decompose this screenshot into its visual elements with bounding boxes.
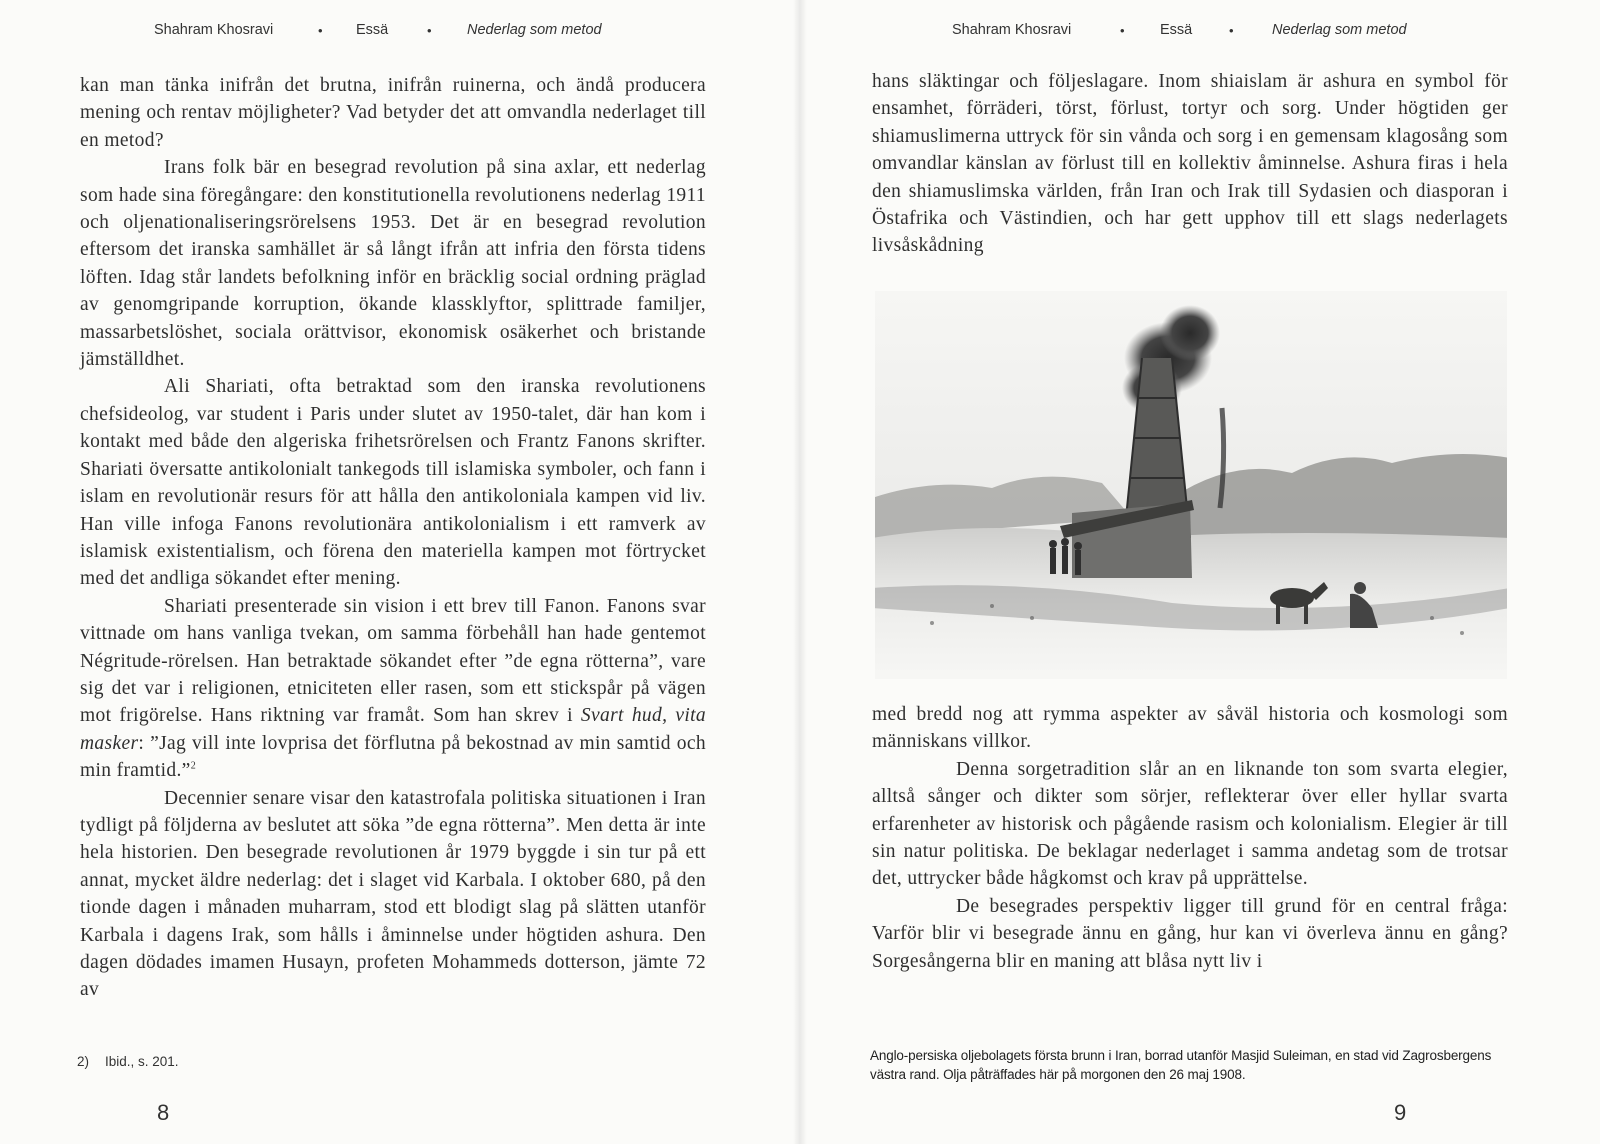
footnote-number: 2) — [77, 1054, 90, 1069]
right-page — [800, 0, 1600, 1144]
workers — [1049, 538, 1082, 575]
paragraph — [80, 593, 706, 785]
paragraph-text: Shariati presenterade sin vision i ett brev till Fanon. Fanons svar vittnade om hans vanliga tvekan, om samma förbehåll han hade gentemot Négritude-rörelsen. Han betraktade sökandet efter ”de egna rötterna”, vare sig det var i religionen, etniciteten eller rasen, som ett stickspår på vägen mot frigörelse. Hans riktning var framåt. Som han skrev i — [80, 595, 706, 727]
paragraph: De besegrades perspektiv ligger till grund för en central fråga: Varför blir vi besegrade ännu en gång, hur kan vi överleva ännu en gång? Sorgesångerna blir en maning att blåsa nytt liv i — [872, 895, 1508, 972]
footnote-text: Ibid., s. 201. — [105, 1054, 179, 1069]
running-head-section: Essä — [356, 22, 389, 38]
left-body-text — [80, 72, 706, 1004]
running-head-separator: • — [1229, 23, 1234, 38]
book-gutter — [793, 0, 807, 1144]
right-body-text-top — [872, 68, 1508, 260]
paragraph-text: : ”Jag vill inte lovprisa det förflutna på bekostnad av min samtid och min framtid.” — [80, 732, 706, 782]
oil-well-photo — [872, 288, 1510, 682]
footnote-reference[interactable]: 2 — [190, 760, 197, 772]
book-title: Svart hud, vita masker — [80, 705, 707, 754]
photo-caption: Anglo-persiska oljebolagets första brunn i Iran, borrad utanför Masjid Suleiman, en stad vid Zagrosbergens västra rand. Olja påträffades här på morgonen den 26 maj 1908. — [870, 1048, 1492, 1082]
paragraph: med bredd nog att rymma aspekter av såväl historia och kosmologi som människans villkor. — [872, 704, 1508, 753]
paragraph: Decennier senare visar den katastrofala politiska situationen i Iran tydligt på följderna av beslutet att söka ”de egna rötterna”. Men detta är inte hela historien. Den besegrade revolutionen år 1979 byggde i sin tur på ett annat, mycket äldre nederlag: det i slaget vid Karbala. I oktober 680, på den tionde dagen i månaden muharram, stod ett blodigt slag på slätten utanför Karbala i dagens Irak, som hålls i åminnelse under högtiden ashura. Den dagen dödades imamen Husayn, profeten Mohammeds dotterson, jämte 72 av — [80, 787, 706, 1001]
running-head-left — [0, 22, 800, 46]
paragraph: Ali Shariati, ofta betraktad som den iranska revolutionens chefsideolog, var student i Paris under slutet av 1950-talet, där han kom i kontakt med både den algeriska frihetsrörelsen och Frantz Fanons skrifter. Shariati översatte antikolonialt tankegods till islamiska symboler, och fann i islam en revolutionär resurs för att hålla den antikoloniala kampen vid liv. Han ville infoga Fanons revolutionära antikolonialism i ett ramverk av islamisk existentialism, och förena den materiella kampen mot förtrycket med det andliga sökandet efter mening. — [80, 376, 706, 590]
paragraph: Irans folk bär en besegrad revolution på sina axlar, ett nederlag som hade sina föregångare: den konstitutionella revolutionens nederlag 1911 och oljenationaliseringsrörelsens 1953. Det är en besegrad revolution eftersom det iranska samhället är så långt ifrån att infria den första tidens löften. Idag står landets befolkning inför en bräcklig social ordning präglad av genomgripande korruption, ökande klassklyftor, splittrade familjer, massarbetslöshet, sociala orättvisor, ekonomisk osäkerhet och bristande jämställdhet. — [80, 157, 706, 371]
smoke-plume — [1160, 305, 1220, 361]
paragraph: Denna sorgetradition slår an en liknande ton som svarta elegier, alltså sånger och dikter som sörjer, reflekterar över eller hyllar svarta erfarenheter av historisk och pågående rasism och kolonialism. Elegier är till sin natur politiska. De beklagar nederlaget i samma andetag som de trotsar det, uttrycker både hågkomst och krav på upprättelse. — [872, 758, 1508, 890]
footnote — [77, 1054, 195, 1069]
paragraph: hans släktingar och följeslagare. Inom shiaislam är ashura en symbol för ensamhet, förräderi, törst, förlust, tortyr och sorg. Under högtiden ger shiamuslimerna uttryck för sin vånda och sorg i en gemensam klagosång som omvandlar känslan av förlust till en kollektiv åminnelse. Ashura firas i hela den shiamuslimska världen, från Iran och Irak till Sydasien och diasporan i Östafrika och Västindien, och har gett upphov till ett slags nederlagets livsåskådning — [872, 71, 1508, 257]
running-head-title: Nederlag som metod — [467, 22, 602, 38]
running-head-title: Nederlag som metod — [1272, 22, 1407, 38]
running-head-separator: • — [1120, 23, 1125, 38]
running-head-section: Essä — [1160, 22, 1193, 38]
running-head-right — [800, 22, 1600, 46]
right-body-text-bottom — [872, 701, 1508, 975]
paragraph: kan man tänka inifrån det brutna, inifrån ruinerna, och ändå producera mening och rentav möjligheter? Vad betyder det att omvandla nederlaget till en metod? — [80, 75, 706, 151]
running-head-separator: • — [318, 23, 323, 38]
running-head-author: Shahram Khosravi — [952, 22, 1072, 38]
running-head-separator: • — [427, 23, 432, 38]
page-number-right: 9 — [1394, 1100, 1407, 1125]
running-head-author: Shahram Khosravi — [154, 22, 274, 38]
page-number-left: 8 — [157, 1100, 170, 1125]
